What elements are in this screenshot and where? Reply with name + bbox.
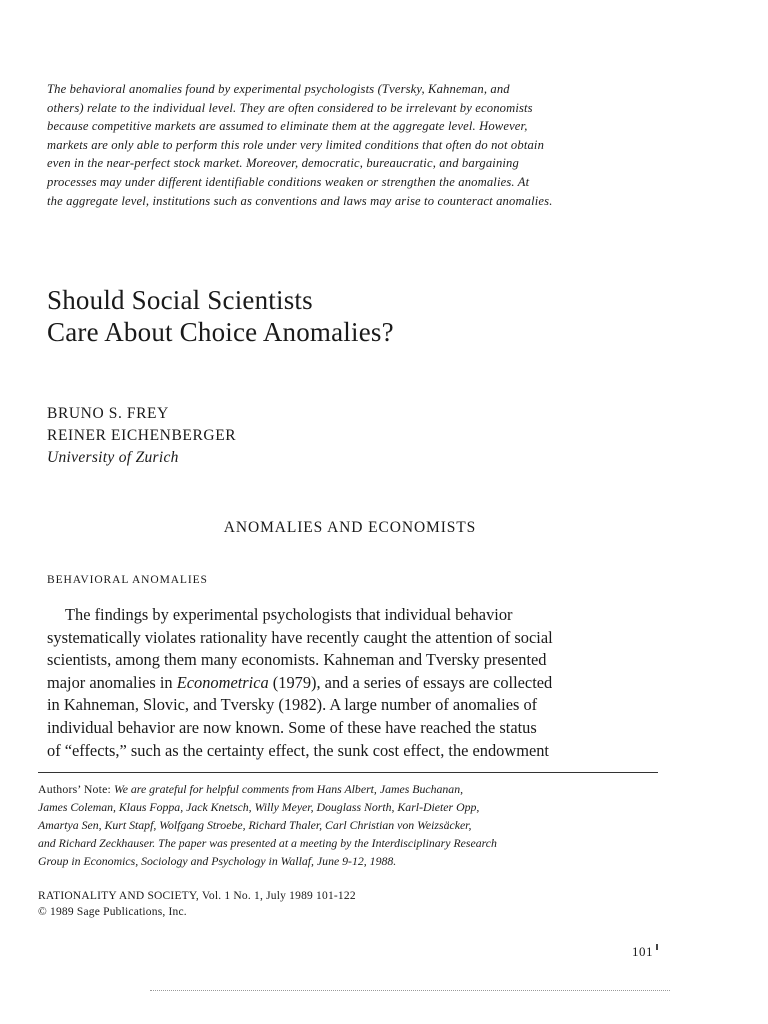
body-line: in Kahneman, Slovic, and Tversky (1982). A large number of anomalies of: [47, 695, 538, 715]
article-title-line-2: Care About Choice Anomalies?: [47, 317, 394, 347]
journal-citation: Econometrica: [176, 672, 269, 692]
subsection-heading: BEHAVIORAL ANOMALIES: [47, 574, 208, 586]
body-line: [47, 672, 661, 695]
copyright-notice: © 1989 Sage Publications, Inc.: [38, 906, 187, 918]
body-line: scientists, among them many economists. Kahneman and Tversky presented: [47, 650, 547, 670]
author-name: BRUNO S. FREY: [47, 405, 169, 422]
journal-citation-block: [38, 888, 356, 920]
note-text: James Coleman, Klaus Foppa, Jack Knetsch, Willy Meyer, Douglass North, Karl-Dieter Opp,: [38, 800, 480, 814]
abstract-line: markets are only able to perform this role under very limited conditions that often do not obtain: [47, 137, 545, 152]
abstract-line: others) relate to the individual level. They are often considered to be irrelevant by economists: [47, 100, 533, 115]
body-line-text: major anomalies in: [47, 672, 177, 692]
abstract-line: The behavioral anomalies found by experimental psychologists (Tversky, Kahneman, and: [47, 82, 510, 96]
body-line: systematically violates rationality have recently caught the attention of social: [47, 627, 553, 647]
body-line: The findings by experimental psychologists that individual behavior: [65, 605, 513, 624]
note-line: [38, 798, 662, 816]
note-text: and Richard Zeckhauser. The paper was presented at a meeting by the Interdisciplinary Research: [38, 836, 497, 850]
body-paragraph: [47, 604, 661, 762]
note-text: Amartya Sen, Kurt Stapf, Wolfgang Stroebe, Richard Thaler, Carl Christian von Weizsäcker,: [38, 818, 472, 832]
note-line: [38, 834, 662, 852]
note-text: Group in Economics, Sociology and Psychology in Wallaf, June 9-12, 1988.: [38, 854, 397, 868]
author-block: [47, 403, 236, 469]
note-text: We are grateful for helpful comments from Hans Albert, James Buchanan,: [111, 782, 464, 796]
author-name: REINER EICHENBERGER: [47, 427, 237, 444]
body-line: individual behavior are now known. Some of these have reached the status: [47, 717, 537, 737]
note-line: [38, 852, 662, 870]
journal-reference: RATIONALITY AND SOCIETY, Vol. 1 No. 1, July 1989 101-122: [38, 890, 356, 902]
abstract-line: even in the near-perfect stock market. Moreover, democratic, bureaucratic, and bargaining: [47, 156, 519, 171]
article-title: [47, 284, 394, 348]
author-affiliation: University of Zurich: [47, 449, 179, 466]
page-number: 101: [632, 944, 653, 959]
abstract-line: because competitive markets are assumed to eliminate them at the aggregate level. However,: [47, 119, 528, 134]
abstract: [47, 80, 667, 210]
body-line-text: (1979), and a series of essays are collected: [268, 672, 553, 692]
scan-mark: [656, 944, 658, 950]
body-line: of “effects,” such as the certainty effect, the sunk cost effect, the endowment: [47, 740, 549, 760]
note-line: [38, 816, 662, 834]
abstract-line: the aggregate level, institutions such as conventions and laws may arise to counteract anomalies.: [47, 193, 553, 208]
section-heading: ANOMALIES AND ECONOMISTS: [223, 519, 477, 536]
footnote-divider: [38, 772, 658, 773]
scan-artifact: [150, 990, 670, 991]
authors-note: [38, 780, 662, 870]
article-title-line-1: Should Social Scientists: [47, 285, 313, 315]
abstract-line: processes may under different identifiable conditions weaken or strengthen the anomalies. At: [47, 174, 530, 189]
note-line: [38, 780, 662, 798]
note-label: Authors’ Note:: [38, 782, 112, 796]
